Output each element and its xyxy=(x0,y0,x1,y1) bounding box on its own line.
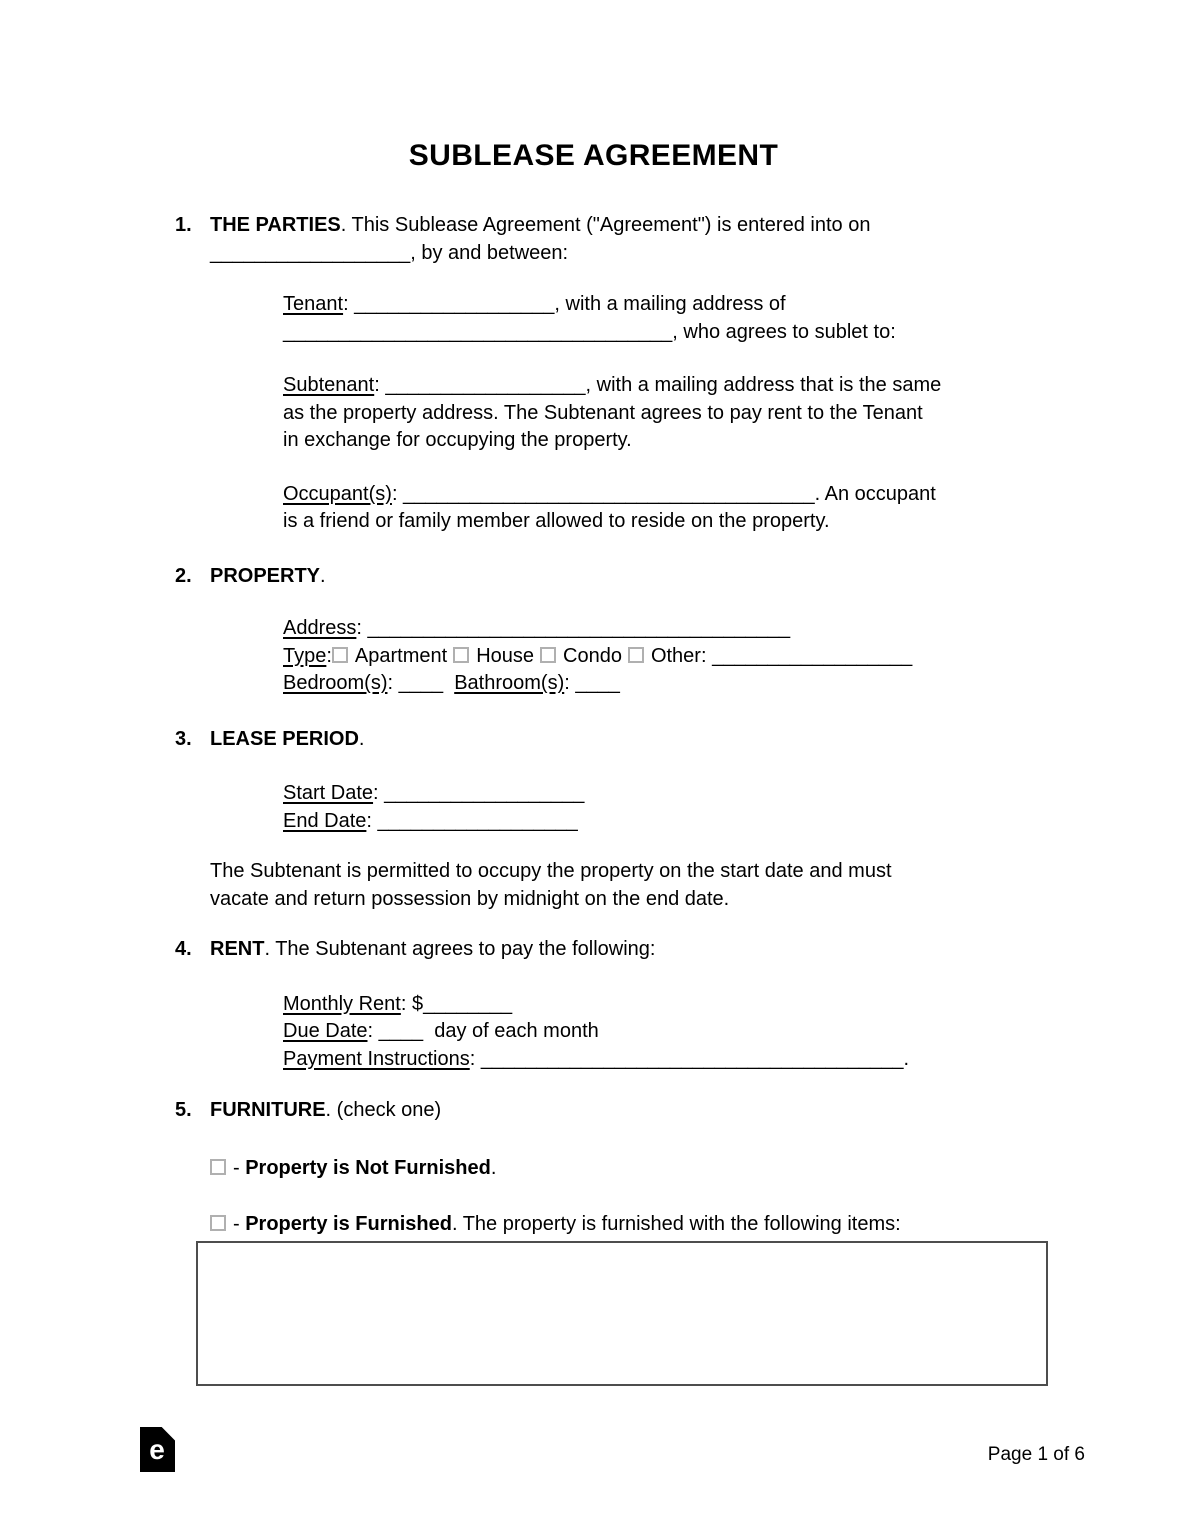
tenant-paragraph xyxy=(283,291,1075,346)
type-label: Type xyxy=(283,644,327,667)
tenant-label: Tenant xyxy=(283,293,344,315)
furniture-heading-line xyxy=(210,1097,1075,1125)
occupant-text-line-2: is a friend or family member allowed to reside on the property. xyxy=(283,510,830,532)
lease-heading-period: . xyxy=(358,727,365,750)
lease-terms-line-2: vacate and return possession by midnight on the end date. xyxy=(210,887,730,910)
rent-intro-text: . The Subtenant agrees to pay the following: xyxy=(264,938,656,960)
subtenant-label: Subtenant xyxy=(283,374,375,396)
section-rent-number: 4. xyxy=(175,938,192,960)
subtenant-paragraph xyxy=(283,372,1075,455)
monthly-rent-line xyxy=(283,991,1075,1019)
payment-instructions-blank: : ______________________________________. xyxy=(469,1047,910,1070)
start-date-label: Start Date xyxy=(283,782,374,804)
tenant-address-blank: ___________________________________, who agrees to sublet to: xyxy=(283,320,896,343)
start-date-line xyxy=(283,780,1075,808)
house-option-label: House xyxy=(476,644,534,667)
condo-checkbox[interactable] xyxy=(540,647,556,663)
subtenant-text-line-2: as the property address. The Subtenant agrees to pay rent to the Tenant xyxy=(283,401,923,424)
occupant-label: Occupant(s) xyxy=(283,482,392,505)
section-lease-period xyxy=(175,726,1075,914)
furnished-option-line xyxy=(210,1211,1075,1239)
furnished-label: Property is Furnished xyxy=(245,1213,452,1235)
address-line xyxy=(283,615,1075,643)
property-heading: PROPERTY xyxy=(210,564,321,587)
subtenant-text-line-3: in exchange for occupying the property. xyxy=(283,429,632,451)
lease-terms-line-1: The Subtenant is permitted to occupy the property on the start date and must xyxy=(210,860,892,882)
address-blank: : ______________________________________ xyxy=(356,617,791,639)
agreement-date-blank: __________________, by and between: xyxy=(210,241,569,264)
furnished-dash: - xyxy=(233,1213,246,1235)
payment-instructions-line xyxy=(283,1046,1075,1074)
condo-option-label: Condo xyxy=(563,644,622,667)
property-heading-line xyxy=(210,563,1075,591)
subtenant-name-blank: : __________________, with a mailing address that is the same xyxy=(374,374,942,396)
other-option-blank: Other: __________________ xyxy=(650,644,913,667)
page-number-label: Page 1 of 6 xyxy=(987,1444,1085,1465)
bedrooms-bathrooms-line xyxy=(283,670,1075,698)
section-parties-number: 1. xyxy=(175,214,192,236)
document-title: SUBLEASE AGREEMENT xyxy=(408,139,779,172)
section-furniture xyxy=(175,1097,1075,1386)
type-colon: : xyxy=(326,644,332,667)
lease-dates xyxy=(283,780,1075,835)
end-date-blank: : __________________ xyxy=(366,809,578,832)
document-body xyxy=(175,212,1075,1386)
end-date-line xyxy=(283,808,1075,836)
end-date-label: End Date xyxy=(283,809,367,832)
occupant-names-blank: : _____________________________________. An occupant xyxy=(391,482,936,505)
monthly-rent-blank: : $________ xyxy=(400,992,513,1015)
lease-heading: LEASE PERIOD xyxy=(210,727,359,750)
bedrooms-blank: : ____ xyxy=(387,672,455,694)
not-furnished-dash: - xyxy=(233,1156,246,1179)
furnished-rest-text: . The property is furnished with the following items: xyxy=(451,1213,901,1235)
lease-heading-line xyxy=(210,726,1075,754)
property-heading-period: . xyxy=(320,564,326,587)
bathrooms-blank: : ____ xyxy=(564,672,620,694)
property-details xyxy=(283,615,1075,698)
furniture-check-one-text: . (check one) xyxy=(325,1099,442,1121)
section-property xyxy=(175,563,1075,698)
occupant-paragraph xyxy=(283,481,1075,536)
address-label: Address xyxy=(283,617,357,639)
parties-intro-text: . This Sublease Agreement ("Agreement") is entered into on xyxy=(340,214,871,236)
monthly-rent-label: Monthly Rent xyxy=(283,992,401,1015)
section-parties xyxy=(175,212,1075,536)
apartment-option-label: Apartment xyxy=(354,644,448,667)
rent-heading-line xyxy=(210,936,1075,964)
eforms-logo-icon xyxy=(140,1427,175,1472)
type-line xyxy=(283,643,1075,671)
not-furnished-label: Property is Not Furnished xyxy=(245,1156,491,1179)
furnished-checkbox[interactable] xyxy=(210,1215,226,1231)
furniture-heading: FURNITURE xyxy=(210,1099,326,1121)
lease-terms-paragraph xyxy=(210,858,1075,913)
furnished-items-box[interactable] xyxy=(196,1241,1048,1386)
rent-details xyxy=(283,991,1075,1074)
apartment-checkbox[interactable] xyxy=(332,647,348,663)
eforms-logo-letter: e xyxy=(149,1434,165,1465)
due-date-label: Due Date xyxy=(283,1020,368,1042)
not-furnished-checkbox[interactable] xyxy=(210,1159,226,1175)
section-property-number: 2. xyxy=(175,564,192,587)
house-checkbox[interactable] xyxy=(453,647,469,663)
tenant-name-blank: : __________________, with a mailing address of xyxy=(343,293,786,315)
due-date-blank: : ____ day of each month xyxy=(367,1020,599,1042)
bedrooms-label: Bedroom(s) xyxy=(283,672,388,694)
section-furniture-number: 5. xyxy=(175,1099,192,1121)
due-date-line xyxy=(283,1018,1075,1046)
parties-heading: THE PARTIES xyxy=(210,214,341,236)
start-date-blank: : __________________ xyxy=(373,782,585,804)
not-furnished-period: . xyxy=(490,1156,497,1179)
section-rent xyxy=(175,936,1075,1073)
parties-intro-line-1 xyxy=(210,212,1075,240)
section-lease-number: 3. xyxy=(175,727,192,750)
other-checkbox[interactable] xyxy=(628,647,644,663)
payment-instructions-label: Payment Instructions xyxy=(283,1047,470,1070)
bathrooms-label: Bathroom(s) xyxy=(454,672,565,694)
rent-heading: RENT xyxy=(210,938,265,960)
parties-intro-line-2 xyxy=(210,240,1075,268)
not-furnished-option-line xyxy=(210,1155,1075,1183)
